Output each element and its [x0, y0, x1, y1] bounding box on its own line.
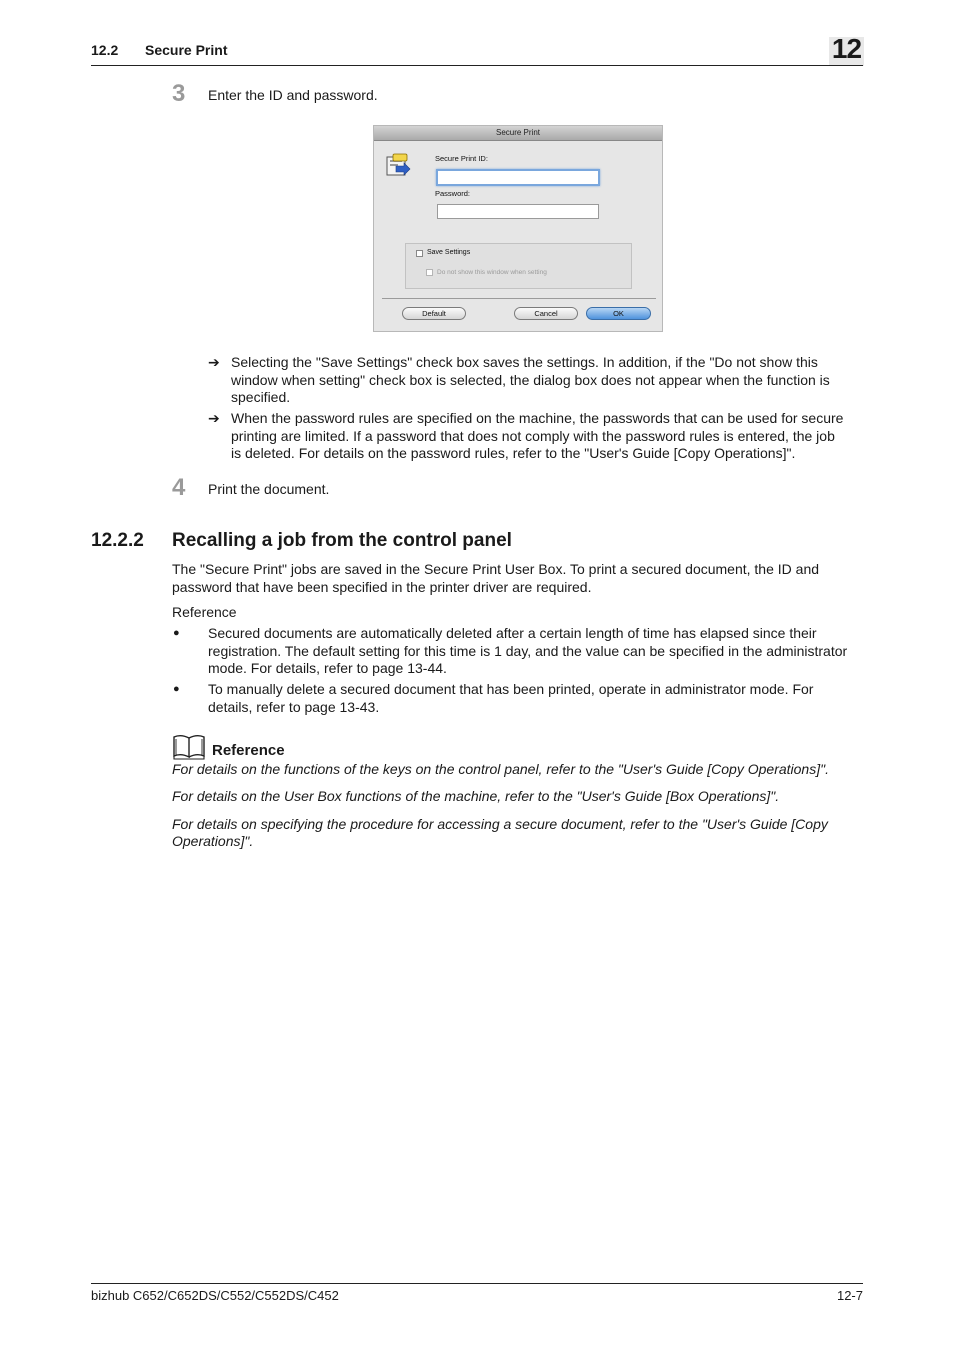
header-section-number: 12.2 [91, 42, 119, 58]
password-field[interactable] [437, 204, 599, 219]
do-not-show-checkbox[interactable] [426, 269, 433, 276]
reference-line-3: For details on specifying the procedure for accessing a secure document, refer to the "User's Guide [Copy [172, 816, 828, 832]
bullet-1-line-1: Secured documents are automatically deleted after a certain length of time has elapsed since their [208, 625, 817, 641]
reference-label: Reference [172, 604, 237, 620]
footer-page-number: 12-7 [836, 1288, 863, 1303]
save-settings-checkbox[interactable] [416, 250, 423, 257]
dialog-separator [382, 298, 656, 299]
cancel-button[interactable]: Cancel [514, 307, 578, 320]
bullet-icon: ● [173, 627, 180, 639]
note-2-line-3: is deleted. For details on the password rules, refer to the "User's Guide [Copy Operations]". [231, 445, 796, 461]
bullet-item-1 [208, 625, 847, 678]
secure-print-dialog [373, 125, 663, 332]
header-section-title: Secure Print [145, 42, 228, 58]
book-icon [172, 734, 208, 760]
step-3-text: Enter the ID and password. [208, 87, 378, 103]
footer-rule [91, 1283, 863, 1284]
reference-line-1: For details on the functions of the keys on the control panel, refer to the "User's Guide [Copy Operations]". [172, 761, 829, 777]
secure-print-id-label: Secure Print ID: [435, 154, 488, 163]
header-rule [91, 65, 863, 66]
section-paragraph-line-1: The "Secure Print" jobs are saved in the Secure Print User Box. To print a secured document, the ID and [172, 561, 820, 577]
dialog-title-bar: Secure Print [374, 126, 662, 141]
arrow-icon: ➔ [208, 410, 220, 426]
note-2-line-2: printing are limited. If a password that does not comply with the password rules is entered, the job [231, 427, 835, 444]
bullet-icon: ● [173, 683, 180, 695]
save-settings-label: Save Settings [427, 249, 471, 256]
bullet-2-line-2: details, refer to page 13-43. [208, 698, 380, 715]
default-button[interactable]: Default [402, 307, 466, 320]
password-label: Password: [435, 189, 471, 198]
ok-button[interactable]: OK [586, 307, 651, 320]
secure-print-icon [385, 153, 411, 177]
reference-title: Reference [212, 742, 285, 759]
chapter-number: 12 [831, 33, 862, 64]
note-2 [231, 410, 843, 463]
section-number: 12.2.2 [91, 530, 144, 551]
step-number-3: 3 [172, 80, 186, 107]
section-paragraph-line-2: password that have been specified in the printer driver are required. [172, 578, 592, 595]
secure-print-id-field[interactable] [436, 169, 600, 186]
bullet-1-line-3: mode. For details, refer to page 13-44. [208, 660, 447, 676]
note-2-line-1: When the password rules are specified on the machine, the passwords that can be used for secure [231, 410, 844, 426]
reference-line-2: For details on the User Box functions of the machine, refer to the "User's Guide [Box Operations]". [172, 788, 780, 804]
step-number-4: 4 [172, 474, 186, 501]
note-1 [231, 354, 830, 407]
note-1-line-3: specified. [231, 389, 291, 405]
do-not-show-label: Do not show this window when setting [437, 269, 547, 276]
bullet-2-line-1: To manually delete a secured document that has been printed, operate in administrator mode. For [208, 681, 814, 697]
footer-product: bizhub C652/C652DS/C552/C552DS/C452 [91, 1288, 339, 1303]
section-paragraph [172, 561, 819, 596]
bullet-1-line-2: registration. The default setting for this time is 1 day, and the value can be specified in the administrator [208, 642, 848, 659]
note-1-line-2: window when setting" check box is selected, the dialog box does not appear when the function is [231, 371, 830, 388]
arrow-icon: ➔ [208, 354, 220, 370]
step-4-text: Print the document. [208, 481, 330, 497]
note-1-line-1: Selecting the "Save Settings" check box saves the settings. In addition, if the "Do not show this [231, 354, 818, 370]
save-settings-group [405, 243, 632, 289]
bullet-item-2 [208, 681, 813, 716]
reference-line-4: Operations]". [172, 833, 254, 849]
section-title: Recalling a job from the control panel [172, 530, 512, 551]
